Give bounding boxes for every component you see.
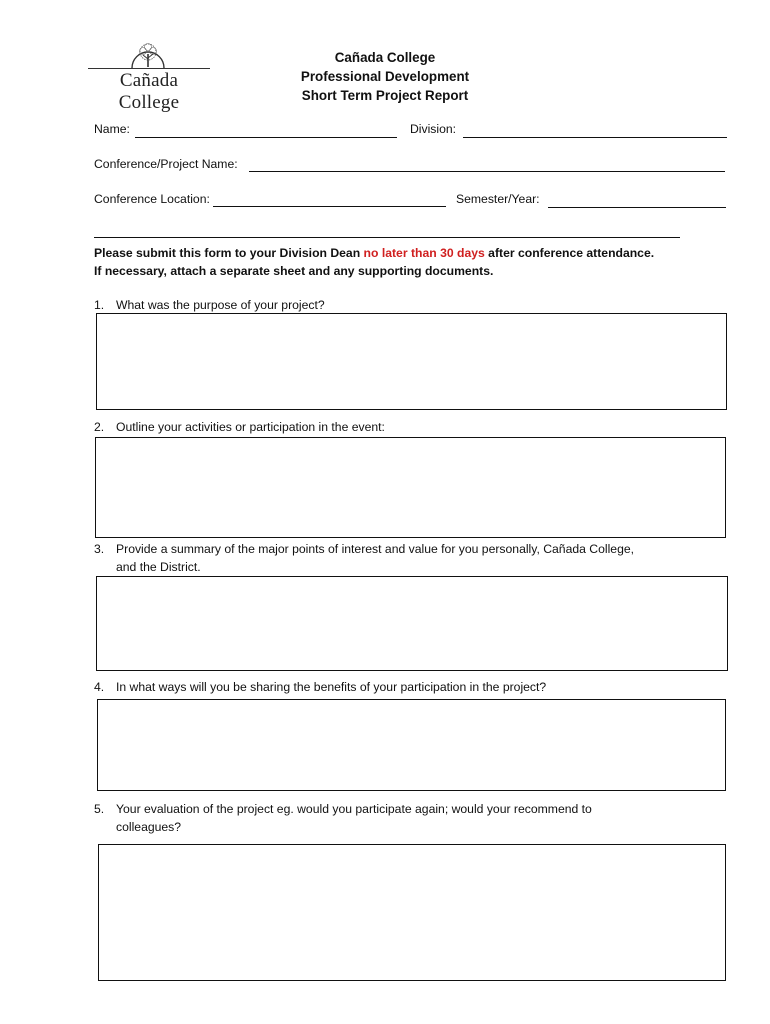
logo-text: Cañada College bbox=[118, 70, 180, 113]
location-label: Conference Location: bbox=[94, 192, 210, 206]
logo-rule bbox=[88, 68, 210, 69]
title-program: Professional Development bbox=[300, 69, 470, 84]
question-5 bbox=[94, 800, 592, 836]
answer-box-4[interactable] bbox=[97, 699, 726, 791]
question-text: Provide a summary of the major points of interest and value for you personally, Cañada College, bbox=[116, 542, 635, 556]
division-label: Division: bbox=[410, 122, 457, 136]
semester-field[interactable] bbox=[548, 207, 726, 208]
notice-line-1: Please submit this form to your Division Dean no later than 30 days after conference attendance. bbox=[94, 246, 655, 260]
answer-box-3[interactable] bbox=[96, 576, 728, 671]
title-report: Short Term Project Report bbox=[301, 88, 469, 103]
section-divider bbox=[94, 237, 680, 238]
location-field[interactable] bbox=[213, 206, 446, 207]
question-3 bbox=[94, 540, 634, 576]
question-number: 4. bbox=[94, 680, 105, 694]
question-4 bbox=[94, 678, 546, 696]
deadline-highlight: no later than 30 days bbox=[363, 246, 485, 260]
question-1 bbox=[94, 296, 325, 314]
question-number: 5. bbox=[94, 802, 105, 816]
college-logo bbox=[88, 40, 210, 113]
question-number: 3. bbox=[94, 542, 105, 556]
question-2 bbox=[94, 418, 385, 436]
title-college: Cañada College bbox=[334, 50, 436, 65]
question-text-cont: colleagues? bbox=[116, 820, 182, 834]
question-text: Your evaluation of the project eg. would you participate again; would your recommend to bbox=[116, 802, 592, 816]
notice-line-2: If necessary, attach a separate sheet and any supporting documents. bbox=[94, 264, 494, 278]
question-text: What was the purpose of your project? bbox=[116, 298, 325, 312]
question-text: Outline your activities or participation in the event: bbox=[116, 420, 385, 434]
question-number: 1. bbox=[94, 298, 105, 312]
answer-box-1[interactable] bbox=[96, 313, 727, 410]
division-field[interactable] bbox=[463, 137, 727, 138]
name-field[interactable] bbox=[135, 137, 397, 138]
conference-name-label: Conference/Project Name: bbox=[94, 157, 238, 171]
submission-notice bbox=[94, 244, 654, 280]
answer-box-2[interactable] bbox=[95, 437, 726, 538]
question-text-cont: and the District. bbox=[116, 560, 201, 574]
conference-name-field[interactable] bbox=[249, 171, 725, 172]
answer-box-5[interactable] bbox=[98, 844, 726, 981]
form-title-block bbox=[270, 48, 500, 105]
question-number: 2. bbox=[94, 420, 105, 434]
name-label: Name: bbox=[94, 122, 130, 136]
semester-label: Semester/Year: bbox=[456, 192, 540, 206]
question-text: In what ways will you be sharing the benefits of your participation in the project? bbox=[116, 680, 547, 694]
